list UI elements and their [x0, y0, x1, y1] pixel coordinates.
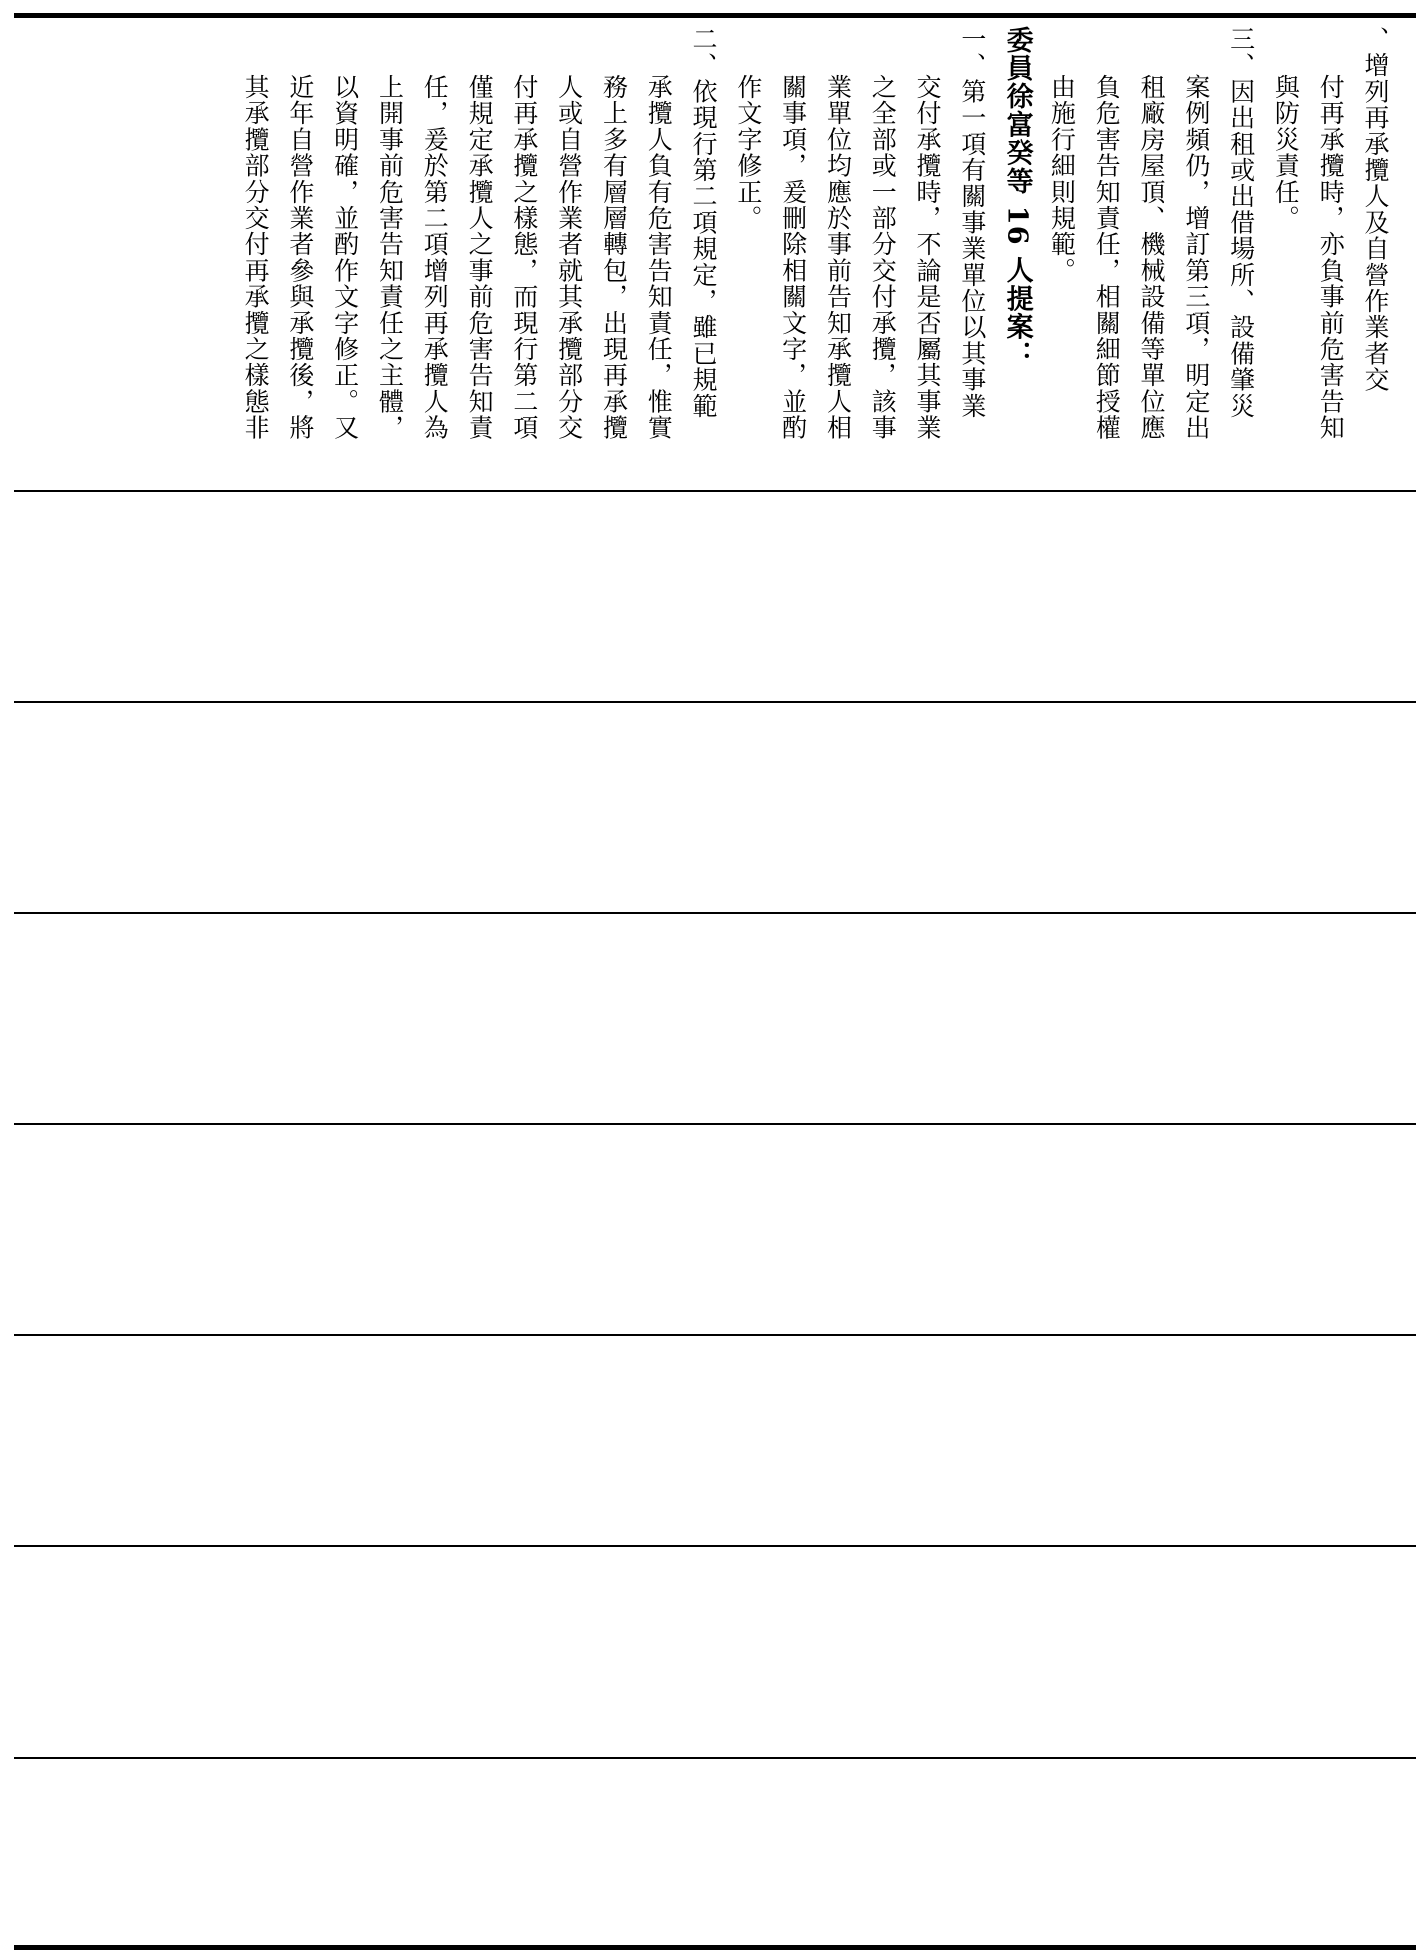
proposal-heading: 委員徐富癸等 16 人提案：: [1001, 26, 1033, 370]
bottom-border-rule: [14, 1945, 1416, 1950]
text-line-14: 關事項，爰刪除相關文字，並酌: [778, 74, 808, 441]
row-divider: [14, 490, 1416, 492]
text-line-23: 上開事前危害告知責任之主體，: [375, 74, 405, 441]
text-line-7: 負危害告知責任，相關細節授權: [1092, 74, 1122, 441]
text-line-13: 業單位均應於事前告知承攬人相: [823, 74, 853, 441]
text-line-3: 與防災責任。: [1271, 74, 1301, 232]
row-divider: [14, 912, 1416, 914]
row-divider: [14, 1123, 1416, 1125]
row-divider: [14, 1757, 1416, 1759]
text-line-6: 租廠房屋頂、機械設備等單位應: [1137, 74, 1167, 441]
text-line-17: 承攬人負有危害告知責任，惟實: [644, 74, 674, 441]
explanation-text-block: [37, 20, 1397, 475]
text-line-16: 二、依現行第二項規定，雖已規範: [689, 26, 719, 419]
top-border-rule: [14, 13, 1416, 18]
row-divider: [14, 1545, 1416, 1547]
text-line-4: 三、因出租或出借場所、設備肇災: [1226, 26, 1256, 419]
text-line-5: 案例頻仍，增訂第三項，明定出: [1181, 74, 1211, 441]
text-line-25: 近年自營作業者參與承攬後，將: [285, 74, 315, 441]
text-line-11: 交付承攬時，不論是否屬其事業: [913, 74, 943, 441]
text-line-22: 任，爰於第二項增列再承攬人為: [420, 74, 450, 441]
row-divider: [14, 701, 1416, 703]
text-line-12: 之全部或一部分交付承攬，該事: [868, 74, 898, 441]
text-line-21: 僅規定承攬人之事前危害告知責: [465, 74, 495, 441]
text-line-8: 由施行細則規範。: [1047, 74, 1077, 284]
text-line-18: 務上多有層層轉包，出現再承攬: [599, 74, 629, 441]
text-line-24: 以資明確，並酌作文字修正。又: [330, 74, 360, 441]
text-line-20: 付再承攬之樣態，而現行第二項: [509, 74, 539, 441]
text-line-15: 作文字修正。: [733, 74, 763, 232]
text-line-2: 付再承攬時，亦負事前危害告知: [1316, 74, 1346, 441]
text-line-26: 其承攬部分交付再承攬之樣態非: [241, 74, 271, 441]
text-line-19: 人或自營作業者就其承攬部分交: [554, 74, 584, 441]
row-divider: [14, 1334, 1416, 1336]
text-line-10: 一、第一項有關事業單位以其事業: [957, 26, 987, 419]
text-line-1: 、增列再承攬人及自營作業者交: [1361, 26, 1390, 393]
